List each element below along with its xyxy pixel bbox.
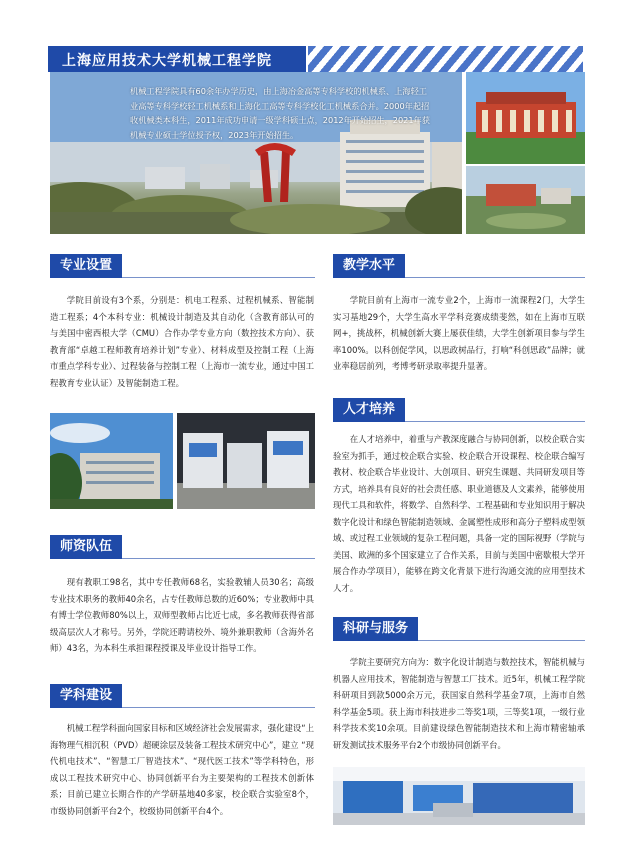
- section-discipline-heading: [50, 684, 122, 708]
- page-title-bar: [48, 46, 306, 72]
- section-teaching-text: 学院目前有上海市一流专业2个，上海市一流课程2门，大学生实习基地29个，大学生高水平学科竞赛成绩斐然，如在上海市互联网+，挑战杯，机械创新大赛上屡获佳绩，大学生创新项目参与学生率100%。以科创促学风，以思政树品行，打响“科创思政”品牌；就业率稳居前列，考博考研录取率提升显著。: [333, 295, 585, 371]
- section-teaching-heading: [333, 254, 405, 278]
- section-research-heading: [333, 617, 418, 641]
- intro-text: 机械工程学院具有60余年办学历史，由上海冶金高等专科学校的机械系、上海轻工业高等专科学校轻工机械系和上海化工高等专科学校化工机械系合并。2000年起招收机械类本科生，2011年成功申请一级学科硕士点，2012年开始招生，2021年获机械专业硕士学位授予权，2023年开始招生。: [130, 86, 430, 140]
- section-talent-heading: [333, 398, 405, 422]
- section-research-title: 科研与服务: [333, 617, 418, 641]
- section-discipline-title: 学科建设: [50, 684, 122, 708]
- section-talent-title: 人才培养: [333, 398, 405, 422]
- decorative-stripes: [308, 46, 583, 72]
- hero-campus-image: [50, 72, 462, 234]
- section-teaching-title: 教学水平: [333, 254, 405, 278]
- section-research-text: 学院主要研究方向为：数字化设计制造与数控技术，智能机械与机器人应用技术，智能制造与智慧工厂技术。近5年，机械工程学院科研项目到款5000余万元，获国家自然科学基金7项，上海市自然科学基金5项。获上海市科技进步二等奖1项，三等奖1项，一级行业科学技术奖10余项。目前建设绿色智能制造技术和上海市精密轴承研发测试技术服务平台2个市级协同创新平台。: [333, 657, 585, 750]
- campus-photo: [50, 413, 173, 509]
- section-major-text: 学院目前设有3个系，分别是：机电工程系、过程机械系、智能制造工程系；4个本科专业：机械设计制造及其自动化（含教育部认可的与美国中密西根大学（CMU）合作办学专业方向（数控技术方向）、获教育部“卓越工程师教育培养计划”专业）、材料成型及控制工程（上海市重点学科专业）、过程装备与控制工程（上海市一流专业，通过中国工程教育专业认证）及智能制造工程。: [50, 295, 314, 388]
- campus-aerial-photo: [466, 166, 585, 234]
- page-title: 上海应用技术大学机械工程学院: [62, 53, 272, 69]
- section-faculty-title: 师资队伍: [50, 535, 122, 559]
- lab-photo: [177, 413, 315, 509]
- section-discipline-text: 机械工程学科面向国家目标和区域经济社会发展需求，强化建设“上海物理气相沉积（PVD）超硬涂层及装备工程技术研究中心”，建立 “现代机电技术”、“智慧工厂智造技术”、“现代医工技术”等学科特色，形成以工程技术研究中心、协同创新平台为主要架构的工程技术创新体系；目前已建立长期合作的产学研基地40多家，校企联合实验室8个，市级协同创新平台2个，校级协同创新平台4个。: [50, 723, 315, 816]
- section-major-heading: [50, 254, 122, 278]
- section-talent-text: 在人才培养中，着重与产教深度融合与协同创新，以校企联合实验室为抓手，通过校企联合实验、校企联合开设课程、校企联合编写教材、校企联合毕业设计、大创项目、研究生课题、共同研发项目等方式，培养具有良好的社会责任感、职业道德及人文素养，能够使用现代工具和软件，将数学、自然科学、工程基础和专业知识用于解决数字化设计和绿色智能制造领域、金属塑性成形和高分子塑料成型领域、或过程工业领域的复杂工程问题，具备一定的国际视野（学院与美国、欧洲的多个国家建立了合作关系，目前与美国中密歇根大学开展合作办学项目），能够在跨文化背景下进行沟通交流的应用型技术人才。: [333, 434, 585, 593]
- campus-building-photo: [466, 72, 585, 164]
- exhibition-hall-photo: [333, 767, 585, 825]
- section-faculty-heading: [50, 535, 122, 559]
- section-major-title: 专业设置: [50, 254, 122, 278]
- section-faculty-text: 现有教职工98名，其中专任教师68名，实验教辅人员30名；高级专业技术职务的教师40余名，占专任教师总数的近60%；专业教师中具有博士学位教师80%以上，双师型教师占比近七成，多名教师获得省部级高层次人才称号。另外，学院还聘请校外、境外兼职教师（含海外名师）43名，为本科生承担课程授课及毕业设计指导工作。: [50, 577, 314, 653]
